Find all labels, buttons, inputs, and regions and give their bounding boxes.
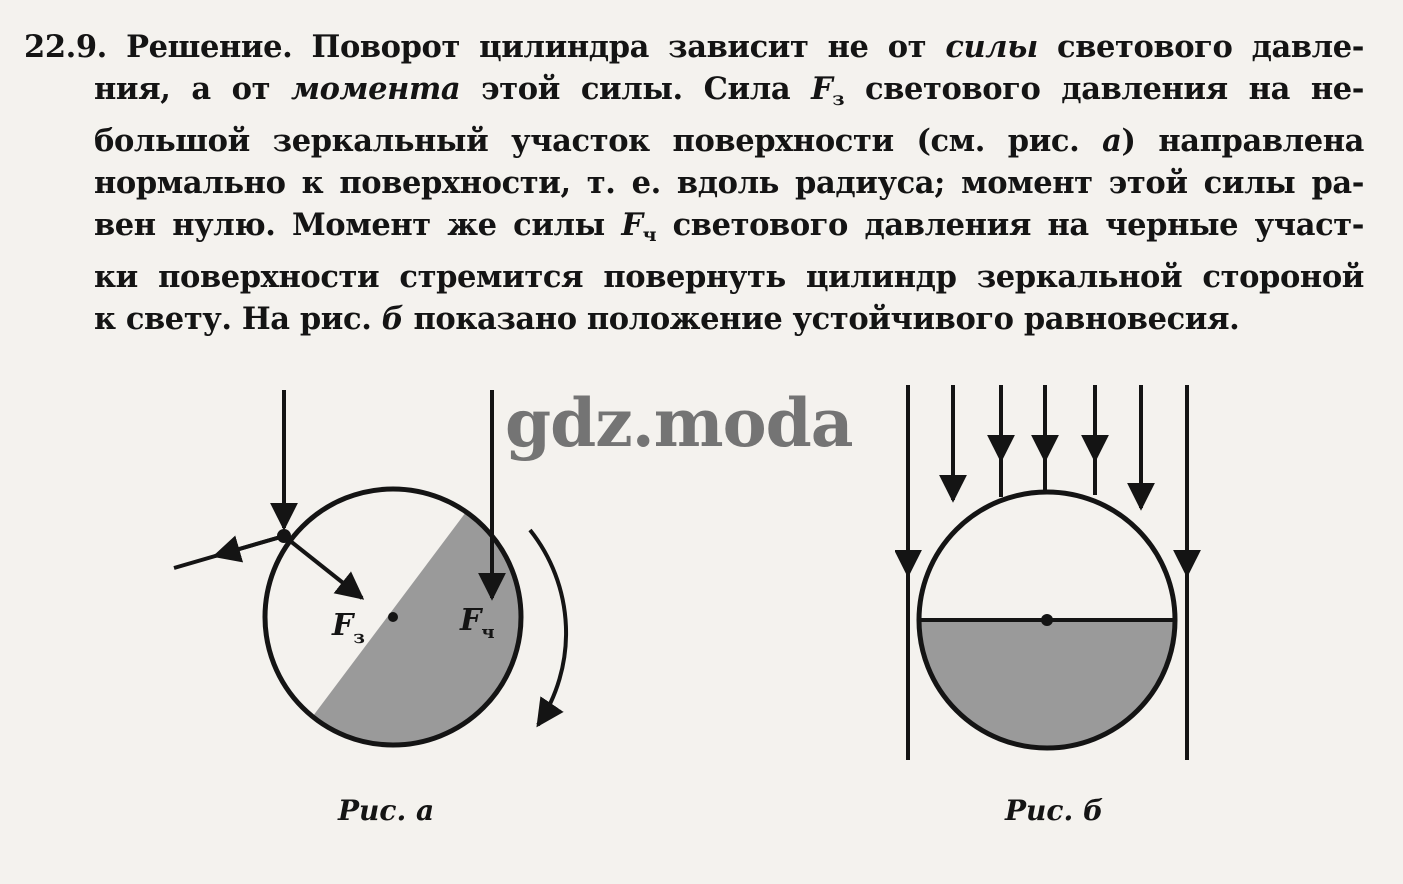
figure-b-diagram bbox=[895, 380, 1225, 780]
rotation-arrow bbox=[530, 530, 566, 725]
force-arrow-mirror bbox=[284, 536, 362, 598]
reflected-ray-arrow bbox=[215, 536, 284, 556]
text-line-4: нормально к поверхности, т. е. вдоль радиуса; момент этой силы ра- bbox=[94, 165, 1364, 201]
force-symbol-mirror: $F_з$ bbox=[811, 71, 845, 110]
solution-text bbox=[24, 26, 1364, 340]
watermark-text: gdz.moda bbox=[505, 384, 853, 462]
text-line-7 bbox=[24, 298, 1364, 340]
text-fragment: ) направлена bbox=[1121, 123, 1365, 159]
problem-number: 22.9. bbox=[24, 29, 107, 65]
text-fragment: к свету. На рис. bbox=[94, 301, 372, 337]
solution-heading: Решение. bbox=[126, 29, 293, 65]
text-fragment: большой зеркальный участок поверхности (см. рис. bbox=[94, 123, 1080, 159]
text-fragment: светового давле- bbox=[1057, 29, 1365, 65]
italic-word: момента bbox=[291, 71, 461, 107]
black-half-shading bbox=[915, 620, 1185, 760]
center-point bbox=[388, 612, 398, 622]
italic-word: а bbox=[1102, 123, 1122, 159]
text-fragment: светового давления на не- bbox=[865, 71, 1365, 107]
label-force-mirror: $F_з$ bbox=[332, 608, 365, 648]
text-fragment: этой силы. Сила bbox=[481, 71, 791, 107]
text-line-1 bbox=[24, 26, 1364, 68]
text-fragment: показано положение устойчивого равновесия. bbox=[413, 301, 1240, 337]
italic-word: силы bbox=[945, 29, 1038, 65]
incidence-point bbox=[277, 529, 291, 543]
text-line-3 bbox=[24, 120, 1364, 162]
center-point bbox=[1041, 614, 1053, 626]
text-fragment: ния, а от bbox=[94, 71, 271, 107]
label-force-black: $F_ч$ bbox=[460, 603, 495, 643]
text-line-5 bbox=[24, 204, 1364, 256]
text-fragment: светового давления на черные участ- bbox=[672, 207, 1365, 243]
black-half-shading bbox=[280, 440, 580, 780]
caption-figure-b: Рис. б bbox=[1005, 794, 1104, 827]
italic-word: б bbox=[381, 301, 404, 337]
text-line-2 bbox=[24, 68, 1364, 120]
caption-figure-a: Рис. а bbox=[338, 794, 435, 827]
force-symbol-black: $F_ч$ bbox=[621, 207, 657, 246]
text-line-6: ки поверхности стремится повернуть цилиндр зеркальной стороной bbox=[94, 259, 1364, 295]
text-fragment: вен нулю. Момент же силы bbox=[94, 207, 605, 243]
text-fragment: Поворот цилиндра зависит не от bbox=[311, 29, 927, 65]
